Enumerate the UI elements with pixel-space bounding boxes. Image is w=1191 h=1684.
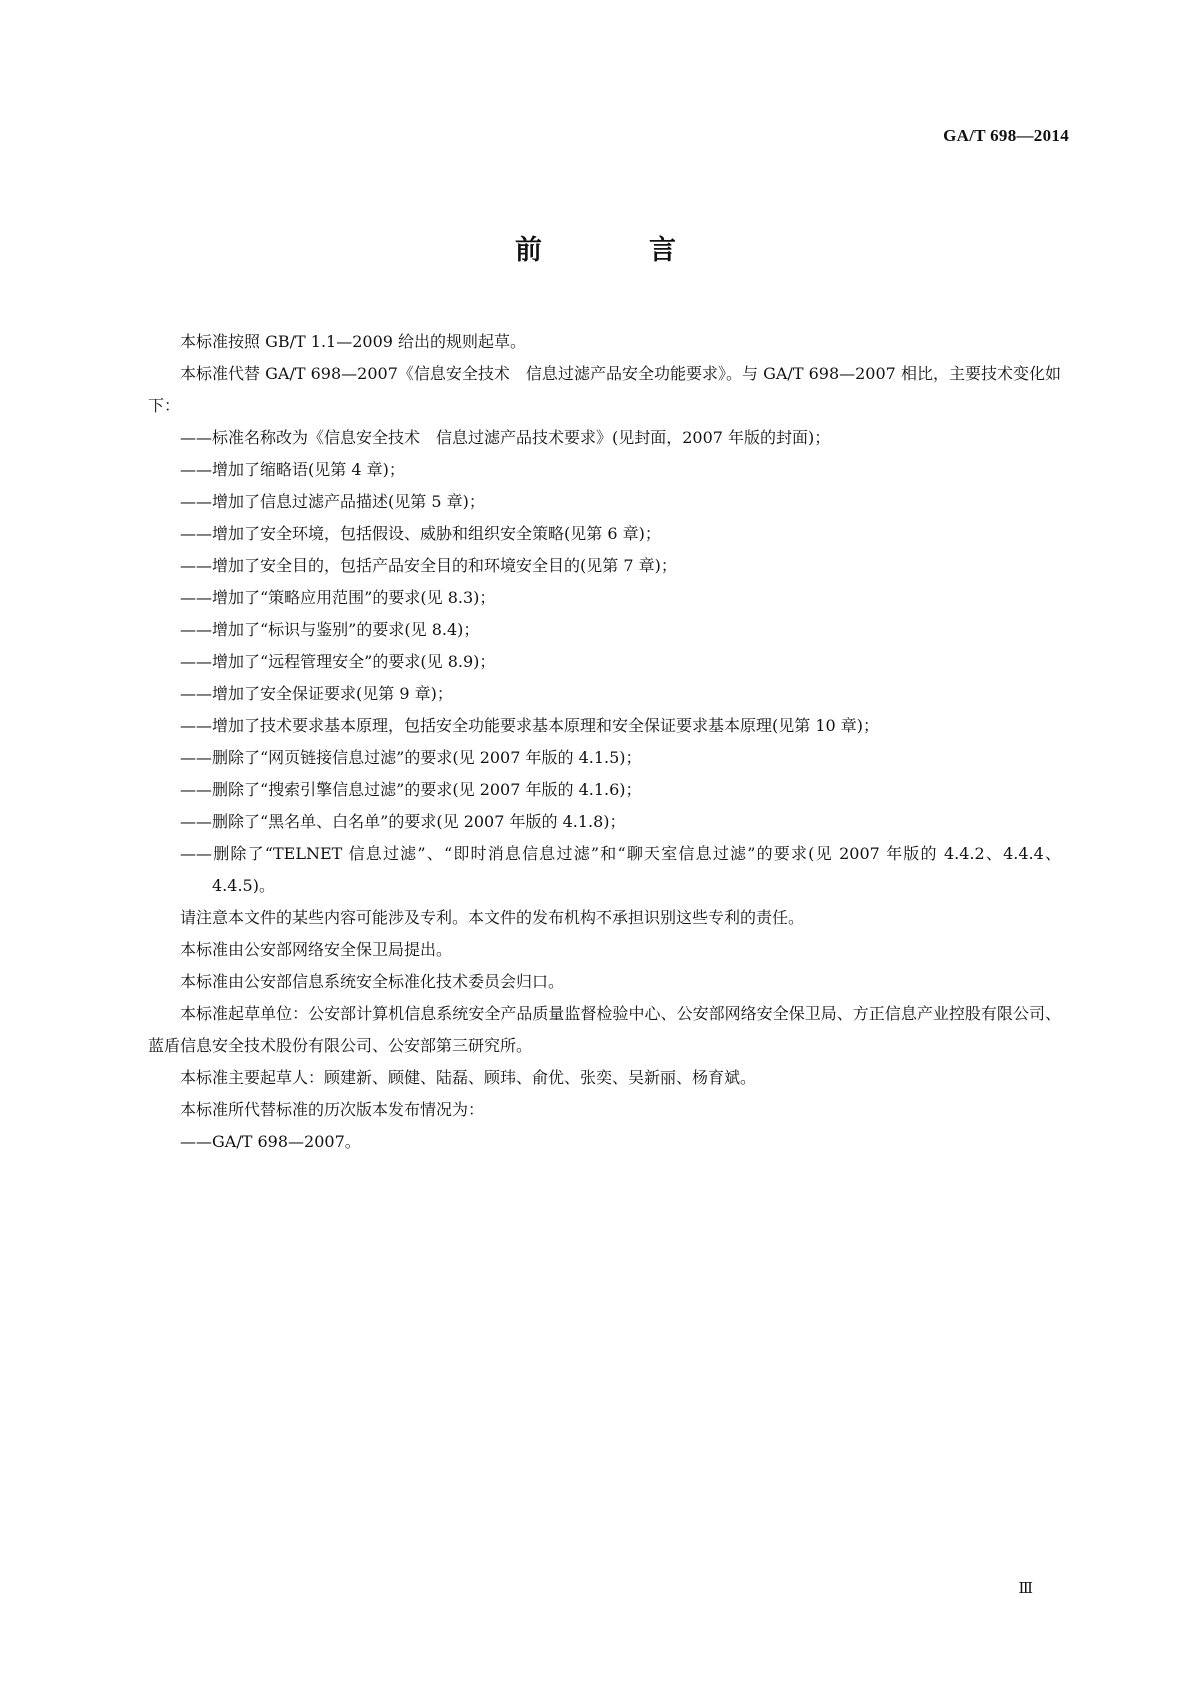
paragraph-proposed-by: 本标准由公安部网络安全保卫局提出。 xyxy=(180,940,453,959)
change-item-security-environment: ——增加了安全环境，包括假设、威胁和组织安全策略(见第 6 章)； xyxy=(180,524,661,543)
change-item-removed-web-link-filter: ——删除了“网页链接信息过滤”的要求(见 2007 年版的 4.1.5)； xyxy=(180,748,642,767)
change-item-policy-scope: ——增加了“策略应用范围”的要求(见 8.3)； xyxy=(180,588,496,607)
paragraph-drafters: 本标准主要起草人：顾建新、顾健、陆磊、顾玮、俞优、张奕、吴新丽、杨育斌。 xyxy=(180,1068,757,1087)
foreword-body xyxy=(148,326,1061,1158)
change-item-title-renamed: ——标准名称改为《信息安全技术 信息过滤产品技术要求》(见封面，2007 年版的封面)； xyxy=(180,428,831,447)
page-number: Ⅲ xyxy=(1018,1581,1033,1597)
paragraph-drafting-organizations: 本标准起草单位：公安部计算机信息系统安全产品质量监督检验中心、公安部网络安全保卫局、方正信息产业控股有限公司、蓝盾信息安全技术股份有限公司、公安部第三研究所。 xyxy=(148,1004,1061,1055)
change-item-assurance-requirements: ——增加了安全保证要求(见第 9 章)； xyxy=(180,684,453,703)
change-item-product-description: ——增加了信息过滤产品描述(见第 5 章)； xyxy=(180,492,485,511)
history-item: ——GA/T 698—2007。 xyxy=(180,1132,361,1151)
change-item-identification-authentication: ——增加了“标识与鉴别”的要求(见 8.4)； xyxy=(180,620,480,639)
change-item-removed-search-engine-filter: ——删除了“搜索引擎信息过滤”的要求(见 2007 年版的 4.1.6)； xyxy=(180,780,642,799)
page-title: 前 言 xyxy=(515,235,716,266)
change-item-removed-telnet-im-chat-filter: ——删除了“TELNET 信息过滤”、“即时消息信息过滤”和“聊天室信息过滤”的要求(见 2007 年版的 4.4.2、4.4.4、4.4.5)。 xyxy=(180,844,1061,895)
change-item-abbreviations: ——增加了缩略语(见第 4 章)； xyxy=(180,460,405,479)
change-item-security-objectives: ——增加了安全目的，包括产品安全目的和环境安全目的(见第 7 章)； xyxy=(180,556,677,575)
paragraph-patent-notice: 请注意本文件的某些内容可能涉及专利。本文件的发布机构不承担识别这些专利的责任。 xyxy=(180,908,805,927)
paragraph-version-history-intro: 本标准所代替标准的历次版本发布情况为： xyxy=(180,1100,485,1119)
standard-code: GA/T 698—2014 xyxy=(943,126,1069,145)
change-item-remote-management: ——增加了“远程管理安全”的要求(见 8.9)； xyxy=(180,652,496,671)
paragraph-drafting-rules: 本标准按照 GB/T 1.1—2009 给出的规则起草。 xyxy=(180,332,527,351)
change-item-removed-black-white-list: ——删除了“黑名单、白名单”的要求(见 2007 年版的 4.1.8)； xyxy=(180,812,626,831)
paragraph-replacement: 本标准代替 GA/T 698—2007《信息安全技术 信息过滤产品安全功能要求》。与 GA/T 698—2007 相比，主要技术变化如下： xyxy=(148,364,1061,415)
paragraph-technical-committee: 本标准由公安部信息系统安全标准化技术委员会归口。 xyxy=(180,972,565,991)
change-item-rationale: ——增加了技术要求基本原理，包括安全功能要求基本原理和安全保证要求基本原理(见第 10 章)； xyxy=(180,716,880,735)
